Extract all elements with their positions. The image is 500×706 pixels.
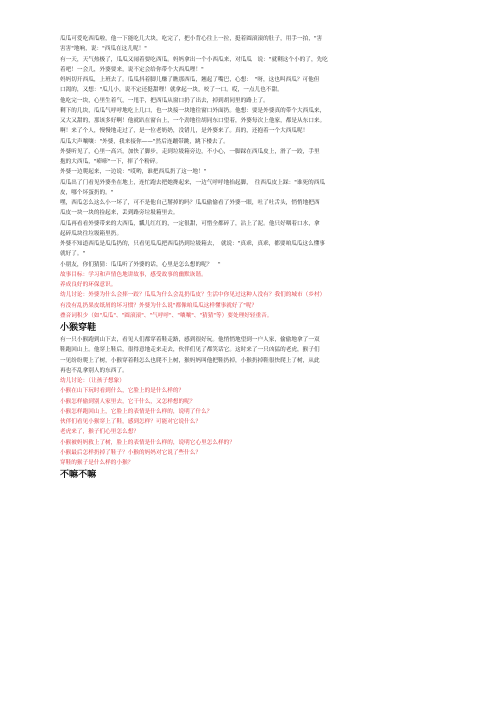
story-line: 起碎瓜块往垃圾箱里扔。	[60, 230, 123, 237]
story-monkey-text	[60, 335, 440, 376]
story-line: 抱的大西瓜，"嘭嘭"一下，摔了个粉碎。	[60, 159, 162, 165]
story-line: 鞋跑回山上。他穿上鞋后，很得意地走来走去，伙伴们见了都笑话它。这时来了一只凶猛的老虎，猴子们	[60, 347, 320, 354]
discussion-line: 养成良好的环保意识。	[60, 282, 117, 288]
story-line: 害害"地响，说："西瓜在这儿呢！"	[60, 46, 147, 53]
story-monkey-notes	[60, 376, 440, 468]
story-line: 瓜瓜可爱吃西瓜啦，他一下能吃几大块，吃完了，把小背心往上一拉，挺着圆滚滚的肚子，用手一拍，"害	[60, 36, 323, 42]
story-line: 外婆一边爬起来，一边说："哎哟，谁把西瓜扔了这一地！"	[60, 169, 207, 176]
discussion-line: 穿鞋的猴子是什么样的小猴？	[60, 460, 134, 466]
story-line: 再也不乱拿别人的东西了。	[60, 367, 128, 374]
story-line: 口渴的，又想："瓜儿小，说不定还挺甜哩！就拿起一块，咬了一口。哎，一点儿也不甜。	[60, 87, 283, 94]
discussion-line: 小猴在山下玩时看到什么，它脸上的是什么样的？	[60, 388, 185, 395]
story-line: 剩下的几块，瓜瓜气呼呼地吃上几口，也一块接一块地往窗口外面扔。他想：要是外婆真的带个大西瓜来，	[60, 107, 326, 114]
story-line: 妈妈切开西瓜，上班去了。瓜瓜抖着脚儿赚了瞧那西瓜，翘起了嘴巴，心想： "呀，这也叫西瓜？可他但	[60, 77, 320, 83]
story-watermelon-notes	[60, 270, 440, 321]
story-line: 一见纷纷爬上了树，小猴穿着鞋怎么也爬不上树，猴妈妈叫他把鞋扔掉，小猴扔掉鞋很快爬上了树，从此	[60, 357, 320, 364]
story-line: 瓜皮一块一块的捡起来，丢到路旁垃圾箱里去。	[60, 210, 179, 217]
discussion-line: 故事目标：学习和声情色地讲故事，感受故事的幽默诙谐。	[60, 271, 207, 278]
discussion-line: 伙伴们看见小猴穿上了鞋，感到怎样？可能对它说什么？	[60, 419, 202, 425]
discussion-line: 小猴怎样偷到别人家里去，它干什么，又怎样想的呢？	[60, 398, 196, 405]
story-line: 嘿，西瓜怎么这么小一坏了，可不是他自己掰掉的吗？瓜瓜偷偷看了外婆一眼，吐了吐舌头，悄悄地把西	[60, 200, 320, 206]
discussion-line: 叠音词积少（如"瓜瓜"、"圆滚滚"、"气呼呼"、"嚷嚷"、"猜猜"等）要处理好轻重音。	[60, 312, 273, 319]
discussion-line: 幼儿讨论：外婆为什么会摔一跤？瓜瓜为什么会乱扔瓜皮？生活中你见过这种人没有？我们的城市（乡村）	[60, 292, 326, 299]
discussion-line: 小猴最后怎样扔掉了鞋子？小猴的妈妈对它说了些什么？	[60, 449, 202, 456]
heading-no-no: 不嘛不嘛	[60, 470, 97, 481]
story-line: 外婆不知道西瓜是瓜瓜扔的，只看见瓜瓜把西瓜扔到垃圾箱去， 就说："真乖，真乖，都要咱瓜瓜这么懂事	[60, 241, 326, 247]
story-line: 就好了。"	[60, 251, 86, 258]
story-line: 瓜瓜出了门看见外婆坐在地上，连忙跑去把她搀起来，一边气呼呼地抬起脚， 往西瓜皮上踩："谁死的西瓜	[60, 179, 326, 186]
story-line: 小朋友，你们猜猜：瓜瓜听了外婆的话，心里是怎么想的呢？ "	[60, 261, 221, 268]
story-line: 有一只小猴跑到山下去，看见人们都穿着鞋走路，感到很好玩。他悄悄地望到一户人家，偷偷地拿了一双	[60, 337, 320, 343]
story-line: 瓜瓜大声嚷嚷："外婆，我来接你——"然后连蹦带跳，跳下楼去了。	[60, 138, 229, 145]
story-line: 瓜瓜再看看外婆带来的大西瓜，瓤儿红红的，一定很甜，可惜全都碎了，沾上了泥。他只好咽着口水，拿	[60, 220, 320, 227]
story-line: 外婆听见了，心里一高兴，加快了脚步，走到垃圾箱旁边，不小心，一脚踩在西瓜皮上，滑了一跤，手里	[60, 148, 320, 155]
story-line: 啊！来了个人，慢慢地走过了，是一位老奶奶，没错儿，是外婆来了。真的，还抱着一个大西瓜呢！	[60, 128, 309, 135]
story-line: 有一天，天气热极了，瓜瓜又闹着要吃西瓜。妈妈拿出一个小西瓜来，对瓜瓜 说："就剩这个小的了，先吃	[60, 56, 328, 63]
story-watermelon-text	[60, 34, 440, 270]
discussion-line: 小猴被妈妈救上了树，脸上的表情是什么样的，说明它心里怎么样的？	[60, 439, 235, 446]
story-line: 着吧！一会儿，外婆要来，说不定会给你带个大西瓜哩！"	[60, 66, 204, 73]
heading-monkey-shoes: 小猴穿鞋	[60, 323, 97, 333]
story-line: 皮，哪个坏蛋扔的。"	[60, 189, 114, 196]
discussion-line: 有没有乱扔果皮纸屑的坏习惯？外婆为什么说"都像咱瓜瓜这样懂事就好了"呢？	[60, 302, 258, 309]
discussion-line: 老虎来了，猴子们心里怎么想？	[60, 429, 140, 436]
story-line: 又大又甜的，那该多好啊！他就趴在窗台上，一个劲地往胡同东口望着，外婆每次上他家，都是从东口来。	[60, 118, 326, 124]
story-line: 他吃完一块，心里生着气，一甩手，把西瓜从窗口扔了出去，掉到胡同里的路上了。	[60, 97, 269, 104]
discussion-line: 小猴怎样跑回山上，它脸上的表情是什么样的，说明了什么？	[60, 408, 213, 415]
discussion-line: 幼儿讨论：（让孩子想象）	[60, 378, 125, 384]
